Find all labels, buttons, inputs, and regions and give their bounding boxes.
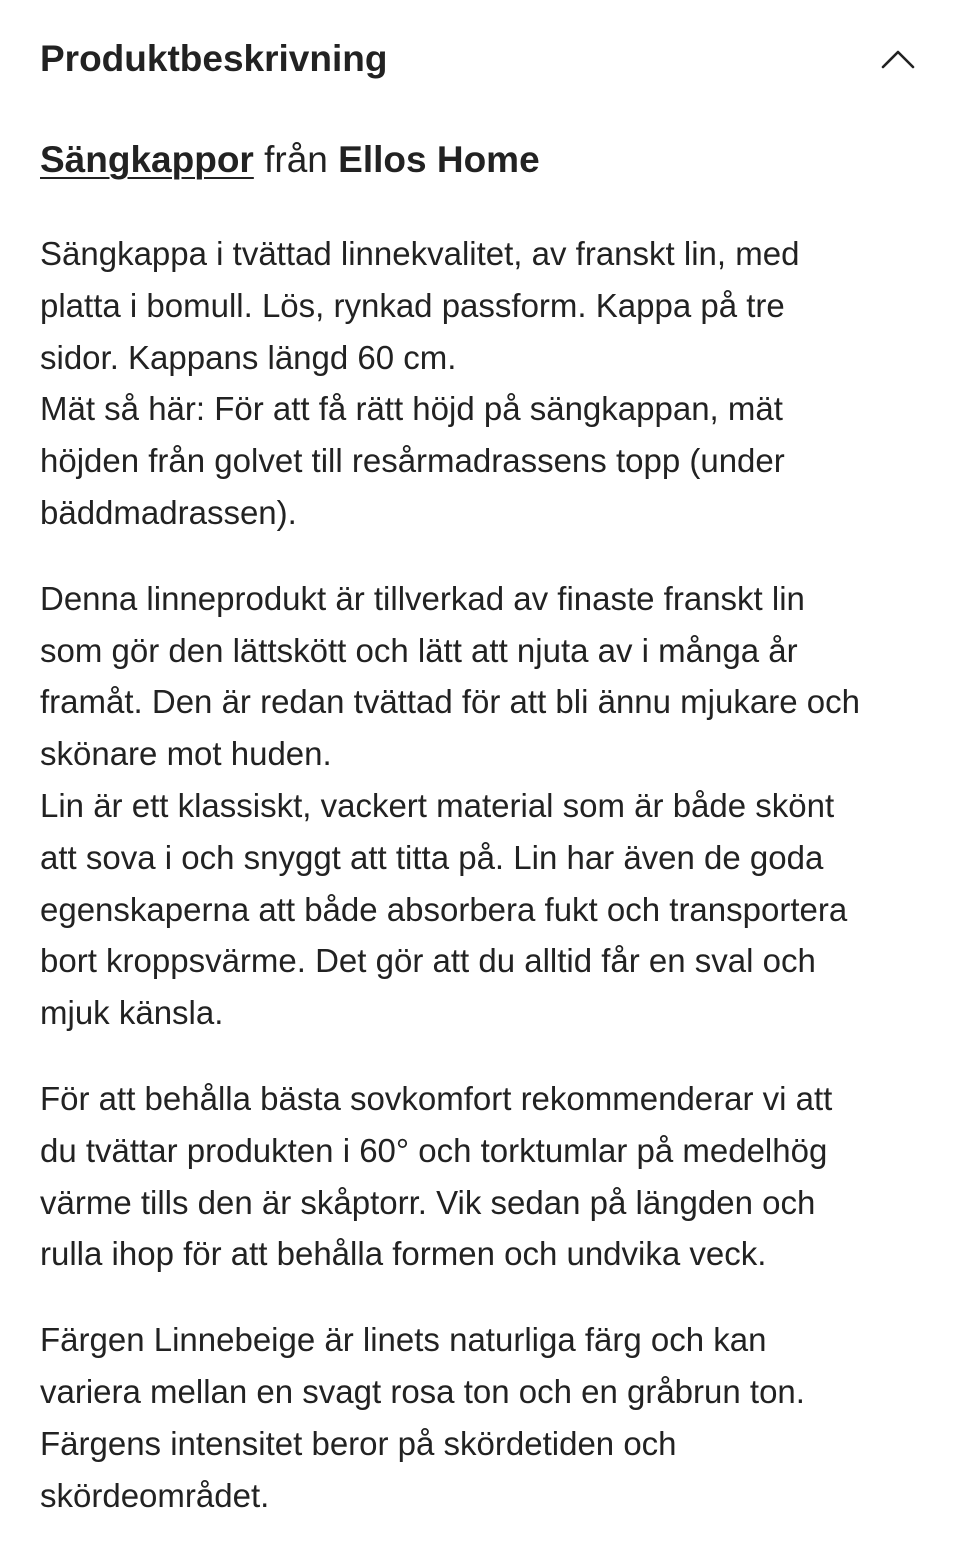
paragraph-line: bort kroppsvärme. Det gör att du alltid får en sval och (40, 942, 816, 980)
paragraph-line: Färgen Linnebeige är linets naturliga färg och kan (40, 1321, 767, 1359)
paragraph-line: sidor. Kappans längd 60 cm. (40, 338, 457, 376)
paragraph-line: mjuk känsla. (40, 994, 224, 1032)
paragraph-line: som gör den lättskött och lätt att njuta av i många år (40, 631, 798, 669)
paragraph-line: du tvättar produkten i 60° och torktumlar på medelhög (40, 1131, 828, 1169)
paragraph-line: Färgens intensitet beror på skördetiden och (40, 1424, 677, 1462)
paragraph-line: värme tills den är skåptorr. Vik sedan på längden och (40, 1183, 816, 1221)
paragraph-gap (40, 539, 924, 573)
brand-line (40, 130, 924, 190)
brand-name: Ellos Home (338, 139, 540, 180)
paragraph-line: egenskaperna att både absorbera fukt och transportera (40, 890, 848, 928)
description-paragraph (40, 1073, 924, 1280)
paragraph-line: platta i bomull. Lös, rynkad passform. Kappa på tre (40, 286, 785, 324)
paragraph-line: För att behålla bästa sovkomfort rekommenderar vi att (40, 1079, 833, 1117)
paragraph-line: att sova i och snyggt att titta på. Lin har även de goda (40, 838, 824, 876)
chevron-up-icon[interactable] (878, 39, 918, 79)
paragraph-line: Sängkappa i tvättad linnekvalitet, av franskt lin, med (40, 235, 800, 272)
paragraph-line: bäddmadrassen). (40, 493, 297, 531)
paragraph-line: variera mellan en svagt rosa ton och en gråbrun ton. (40, 1372, 805, 1410)
paragraph-line: rulla ihop för att behålla formen och undvika veck. (40, 1235, 767, 1273)
paragraph-line: Mät så här: För att få rätt höjd på sängkappan, mät (40, 390, 783, 428)
paragraph-gap (40, 1039, 924, 1073)
paragraph-line: höjden från golvet till resårmadrassens topp (under (40, 442, 785, 480)
paragraph-line: skördeområdet. (40, 1476, 270, 1514)
section-title: Produktbeskrivning (40, 38, 388, 79)
paragraph-line: Lin är ett klassiskt, vackert material som är både skönt (40, 786, 835, 824)
paragraph-line: skönare mot huden. (40, 735, 332, 773)
product-description-header[interactable] (40, 28, 920, 90)
category-link[interactable]: Sängkappor (40, 139, 254, 180)
brand-connector: från (264, 139, 328, 180)
paragraph-gap (40, 1280, 924, 1314)
description-content (40, 130, 924, 1521)
paragraph-line: framåt. Den är redan tvättad för att bli ännu mjukare och (40, 683, 860, 721)
description-paragraph (40, 573, 924, 1039)
description-paragraph (40, 228, 924, 539)
paragraph-line: Denna linneprodukt är tillverkad av finaste franskt lin (40, 579, 805, 617)
description-paragraph (40, 1314, 924, 1521)
